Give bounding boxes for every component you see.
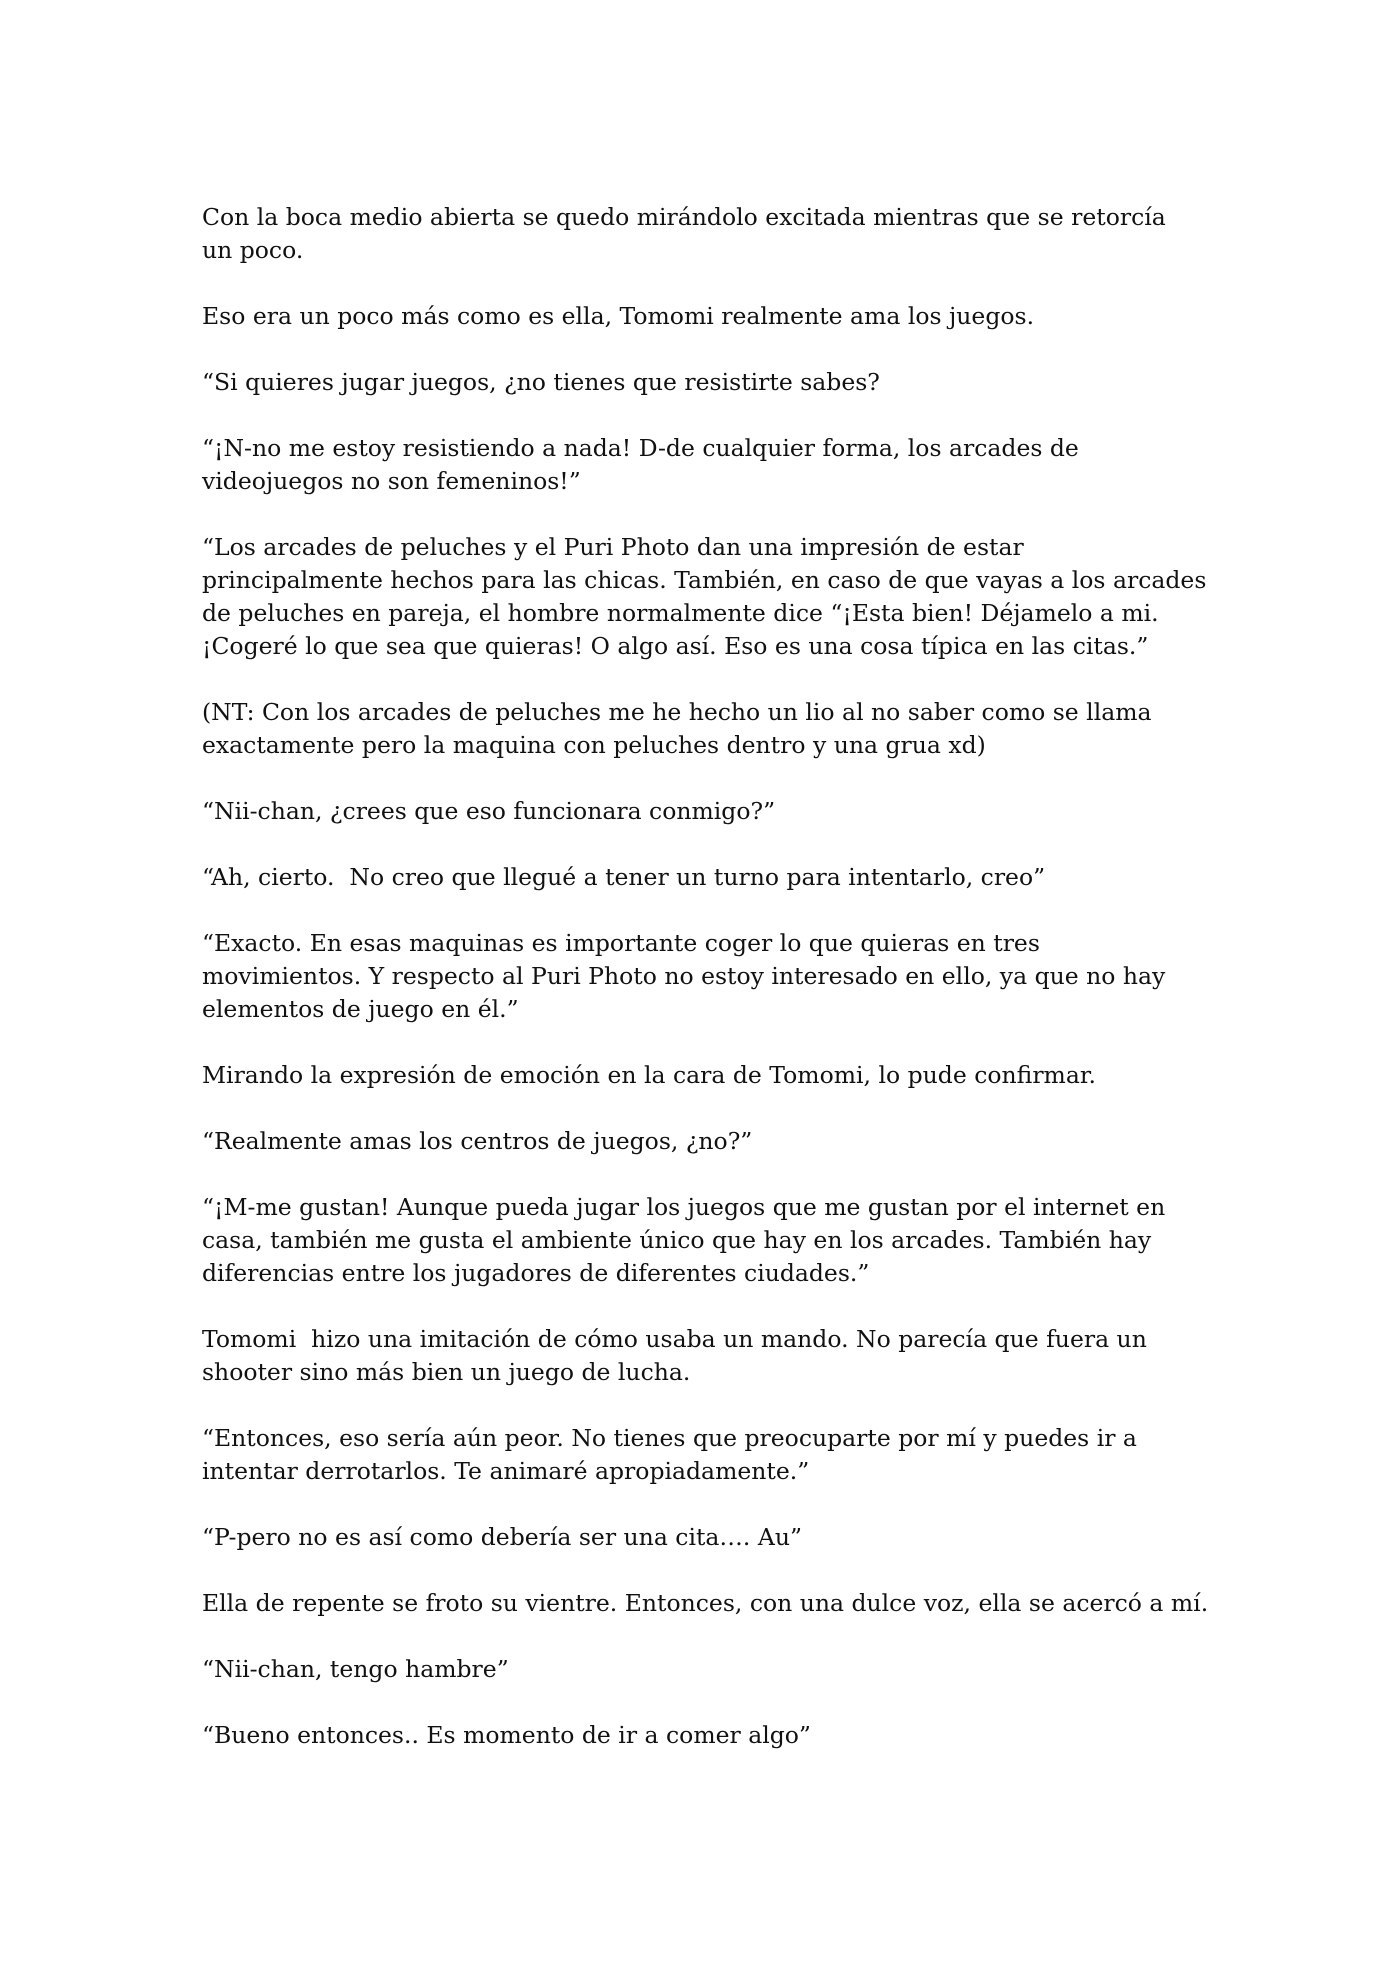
paragraph: “¡M-me gustan! Aunque pueda jugar los juegos que me gustan por el internet en casa, también me gusta el ambiente único que hay en los arcades. También hay diferencias entre los jugadores de diferentes ciudades.” <box>202 1193 1166 1287</box>
paragraph: Mirando la expresión de emoción en la cara de Tomomi, lo pude confirmar. <box>202 1061 1096 1089</box>
paragraph: “Realmente amas los centros de juegos, ¿no?” <box>202 1127 753 1155</box>
paragraph: “Exacto. En esas maquinas es importante coger lo que quieras en tres movimientos. Y respecto al Puri Photo no estoy interesado en ello, ya que no hay elementos de juego en él.” <box>202 929 1166 1023</box>
paragraph: Con la boca medio abierta se quedo mirándolo excitada mientras que se retorcía un poco. <box>202 203 1166 264</box>
paragraph: “¡N-no me estoy resistiendo a nada! D-de cualquier forma, los arcades de videojuegos no son femeninos!” <box>202 434 1079 495</box>
paragraph: “Los arcades de peluches y el Puri Photo dan una impresión de estar principalmente hechos para las chicas. También, en caso de que vayas a los arcades de peluches en pareja, el hombre normalmente dice “¡Esta bien! Déjamelo a mi. ¡Cogeré lo que sea que quieras! O algo así. Eso es una cosa típica en las citas.” <box>202 533 1207 660</box>
paragraph: “Nii-chan, tengo hambre” <box>202 1655 509 1683</box>
paragraph: “Bueno entonces.. Es momento de ir a comer algo” <box>202 1721 811 1749</box>
paragraph: “Entonces, eso sería aún peor. No tienes que preocuparte por mí y puedes ir a intentar derrotarlos. Te animaré apropiadamente.” <box>202 1424 1137 1485</box>
translator-note: (NT: Con los arcades de peluches me he hecho un lio al no saber como se llama exactamente pero la maquina con peluches dentro y una grua xd) <box>202 698 1152 759</box>
paragraph: “Ah, cierto. No creo que llegué a tener un turno para intentarlo, creo” <box>202 863 1046 891</box>
paragraph: “P-pero no es así como debería ser una cita…. Au” <box>202 1523 802 1551</box>
document-body <box>202 201 1212 1752</box>
paragraph: Ella de repente se froto su vientre. Entonces, con una dulce voz, ella se acercó a mí. <box>202 1589 1209 1617</box>
paragraph: Eso era un poco más como es ella, Tomomi realmente ama los juegos. <box>202 302 1035 330</box>
paragraph: “Si quieres jugar juegos, ¿no tienes que resistirte sabes? <box>202 368 880 396</box>
paragraph: “Nii-chan, ¿crees que eso funcionara conmigo?” <box>202 797 776 825</box>
paragraph: Tomomi hizo una imitación de cómo usaba un mando. No parecía que fuera un shooter sino más bien un juego de lucha. <box>202 1325 1147 1386</box>
